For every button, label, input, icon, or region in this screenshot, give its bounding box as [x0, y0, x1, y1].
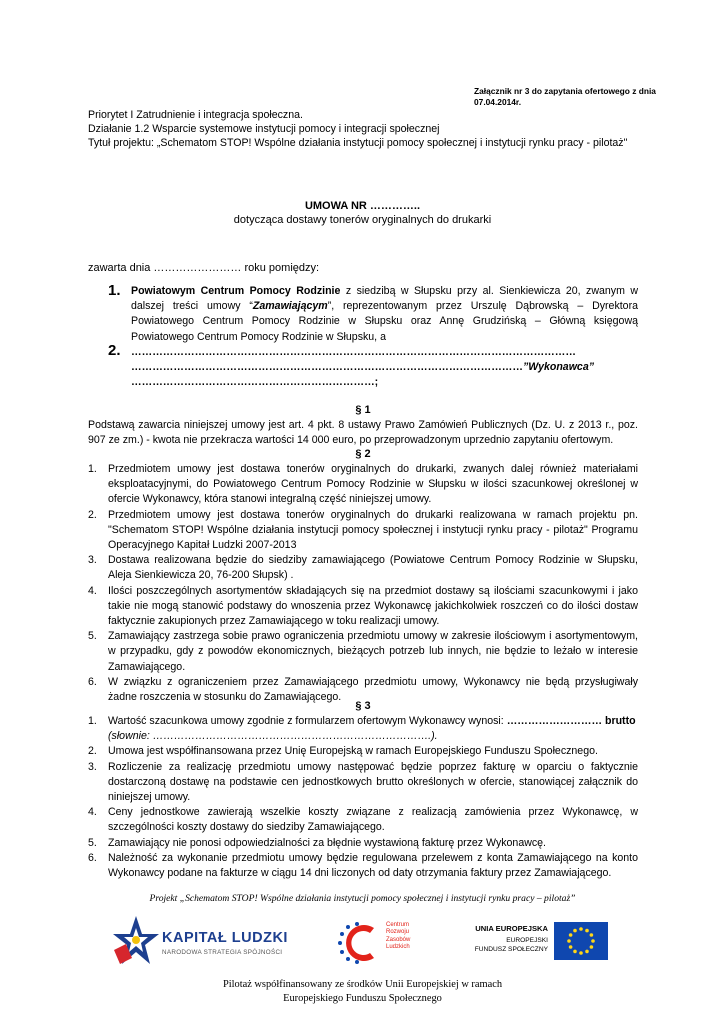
item-number: 4. [88, 806, 97, 819]
party-2-line-2: ………………………………………………………………………………………………… [131, 361, 523, 374]
section-2-heading: § 2 [355, 448, 371, 460]
item-number: 6. [88, 675, 97, 688]
party-2-line-3: ……………………………………………………………; [131, 376, 379, 389]
item-text: Ceny jednostkowe zawierają wszelkie koszty związane z realizacją zamówienia przez Wykonawcę, w szczególności koszty dostawy do siedziby Zamawiającego. [108, 806, 638, 834]
party-1-role: Zamawiającym [252, 300, 328, 313]
eu-star [569, 945, 573, 949]
item-number: 1. [88, 715, 97, 727]
item-text: Rozliczenie za realizację przedmiotu umowy następować będzie poprzez fakturę w oparciu o faktycznie dostarczoną dostawę na podstawie cen jednostkowych brutto określonych w ofercie, stanowiącej załącznik do niniejszej umowy. [108, 760, 638, 804]
eu-star [585, 950, 589, 954]
priority-line: Priorytet I Zatrudnienie i integracja społeczna. [88, 109, 303, 121]
eu-title: UNIA EUROPEJSKA [475, 924, 548, 933]
section-2-list [88, 462, 638, 705]
party-1-text [131, 284, 638, 345]
section-3-item [88, 805, 638, 835]
item-number: 2. [88, 745, 97, 758]
item-number: 1. [88, 463, 97, 475]
concluded-line: zawarta dnia …………………… roku pomiędzy: [88, 262, 320, 274]
crzl-logo [334, 918, 444, 970]
party-2-role: ”Wykonawca” [522, 361, 595, 374]
contract-subtitle: dotycząca dostawy tonerów oryginalnych do drukarki [233, 214, 492, 226]
item-number: 4. [88, 584, 97, 597]
footer-line-1: Pilotaż współfinansowany ze środków Unii Europejskiej w ramach [222, 979, 503, 990]
item-number: 3. [88, 554, 97, 567]
eu-fund-line-2: FUNDUSZ SPOŁECZNY [474, 946, 548, 953]
eu-star [591, 939, 595, 943]
party-1-text-b: ”, reprezentowanym przez Urszulę Dąbrowską – Dyrektora Powiatowego Centrum Pomocy Rodzinie w Słupsku oraz Annę Grudzińską – Główną księgową Powiatowego Centrum Pomocy Rodzinie w Słupsku, a [131, 300, 638, 343]
eu-star [567, 939, 571, 943]
item-text: Należność za wykonanie przedmiotu umowy będzie regulowana przelewem z konta Zamawiającego na konto Wykonawcy podane na fakturze w ciągu 14 dni liczonych od daty otrzymania faktury przez Zamawiającego. [108, 851, 638, 880]
party-1-text-a: z siedzibą w Słupsku przy al. Sienkiewicza 20, zwanym w dalszej treści umowy “ [131, 285, 638, 313]
crzl-emblem-icon [334, 920, 386, 966]
item-text: Ilości poszczególnych asortymentów składających się na przedmiot dostawy są ilościami szacunkowymi i jako takie nie mogą stanowić podstawy do wnoszenia przez Wykonawcę jakichkolwiek roszczeń co do ilości dostaw faktycznie zakupionych przez Zamawiającego w toku realizacji umowy. [108, 584, 638, 628]
party-2-line-1: ……………………………………………………………………………………………………………… [131, 346, 576, 358]
section-3-item [88, 760, 638, 806]
kapital-ludzki-title: KAPITAŁ LUDZKI [162, 930, 288, 946]
eu-star [590, 933, 594, 937]
footer-project-line: Projekt „Schematom STOP! Wspólne działania instytucji pomocy społecznej i instytucji rynku pracy – pilotaż” [149, 893, 576, 904]
section-3-item [88, 836, 638, 851]
section-2-item [88, 584, 638, 630]
party-1-number: 1. [108, 282, 121, 299]
section-1-text: Podstawą zawarcia niniejszej umowy jest art. 4 pkt. 8 ustawy Prawo Zamówień Publicznych (Dz. U. z 2013 r., poz. 907 ze zm.) - kwota nie przekracza wartości 14 000 euro, po przeprowadzonym uprzednio zapytaniu ofertowym. [88, 419, 638, 447]
eu-star [579, 927, 583, 931]
eu-flag-icon [554, 922, 608, 960]
item-text: Wartość szacunkowa umowy zgodnie z formularzem ofertowym Wykonawcy wynosi: [108, 715, 507, 727]
item-text: Przedmiotem umowy jest dostawa tonerów oryginalnych do drukarki realizowana w ramach projektu pn. "Schematom STOP! Wspólne działania instytucji pomocy społecznej i instytucji rynku pracy - pilotaż" Programu Operacyjnego Kapitał Ludzki 2007-2013 [108, 508, 638, 552]
gross-amount-field: ……………………… brutto [506, 715, 636, 727]
item-number: 3. [88, 760, 97, 773]
kapital-ludzki-star-icon [112, 914, 160, 968]
eu-logo [466, 920, 616, 966]
kapital-ludzki-logo [112, 914, 292, 970]
eu-star [579, 951, 583, 955]
kapital-ludzki-subtitle: NARODOWA STRATEGIA SPÓJNOŚCI [162, 949, 283, 956]
section-2-item [88, 553, 638, 583]
item-text: Zamawiający zastrzega sobie prawo ograniczenia przedmiotu umowy w zakresie ilościowym i asortymentowym, w przypadku, gdy z powodów ekonomicznych, bieżących potrzeb lub innych, nie będzie to leżało w interesie Zamawiającego. [108, 630, 638, 673]
eu-star [585, 929, 589, 933]
crzl-line: Rozwoju [386, 929, 410, 936]
section-3-item [88, 744, 638, 759]
crzl-line: Ludzkich [386, 944, 410, 951]
section-2-item [88, 508, 638, 554]
item-number: 5. [88, 836, 97, 849]
crzl-text [386, 922, 410, 952]
section-3-list [88, 714, 638, 881]
item-text: Umowa jest współfinansowana przez Unię Europejską w ramach Europejskiego Funduszu Społecznego. [108, 745, 598, 758]
eu-star [573, 929, 577, 933]
amount-in-words: (słownie: …………………………………………………………………….). [108, 730, 438, 743]
party-2-text [131, 345, 638, 391]
item-number: 5. [88, 630, 97, 643]
section-1-heading: § 1 [355, 404, 371, 416]
eu-star [569, 933, 573, 937]
party-1-name: Powiatowym Centrum Pomocy Rodzinie [131, 285, 341, 297]
item-text: Zamawiający nie ponosi odpowiedzialności za błędnie wystawioną fakturę przez Wykonawcę. [108, 836, 547, 849]
party-2-number: 2. [108, 342, 121, 359]
item-text: Dostawa realizowana będzie do siedziby zamawiającego (Powiatowe Centrum Pomocy Rodzinie w Słupsku, Aleja Sienkiewicza 20, 76-200 Słupsk) . [108, 554, 638, 582]
item-text: Przedmiotem umowy jest dostawa tonerów oryginalnych do drukarki, zwanych dalej również materiałami eksploatacyjnymi, do Powiatowego Centrum Pomocy Rodzinie w Słupsku w ilości szacunkowej określonej w ofercie Wykonawcy, która stanowi integralną część niniejszej umowy. [108, 463, 638, 506]
item-text: W związku z ograniczeniem przez Zamawiającego przedmiotu umowy, Wykonawcy nie będą przysługiwały żadne roszczenia w stosunku do Zamawiającego. [108, 675, 638, 704]
eu-fund-line-1: EUROPEJSKI [506, 937, 548, 944]
action-line: Działanie 1.2 Wsparcie systemowe instytucji pomocy i integracji społecznej [88, 123, 440, 135]
item-number: 6. [88, 851, 97, 864]
footer-cofinancing [0, 978, 725, 1006]
contract-title: UMOWA NR ………….. [304, 200, 421, 212]
section-2-item [88, 629, 638, 675]
section-3-item [88, 714, 638, 744]
item-number: 2. [88, 508, 97, 521]
annex-note: Załącznik nr 3 do zapytania ofertowego z dnia 07.04.2014r. [474, 86, 656, 107]
crzl-line: Centrum [386, 922, 410, 928]
project-title-line: Tytuł projektu: „Schematom STOP! Wspólne działania instytucji pomocy społecznej i instytucji rynku pracy - pilotaż" [88, 137, 628, 149]
section-3-heading: § 3 [355, 700, 371, 712]
footer-line-2: Europejskiego Funduszu Społecznego [283, 993, 442, 1004]
eu-star [573, 950, 577, 954]
section-2-item [88, 462, 638, 508]
crzl-line: Zasobów [386, 936, 411, 943]
eu-star [590, 945, 594, 949]
section-3-item [88, 851, 638, 881]
